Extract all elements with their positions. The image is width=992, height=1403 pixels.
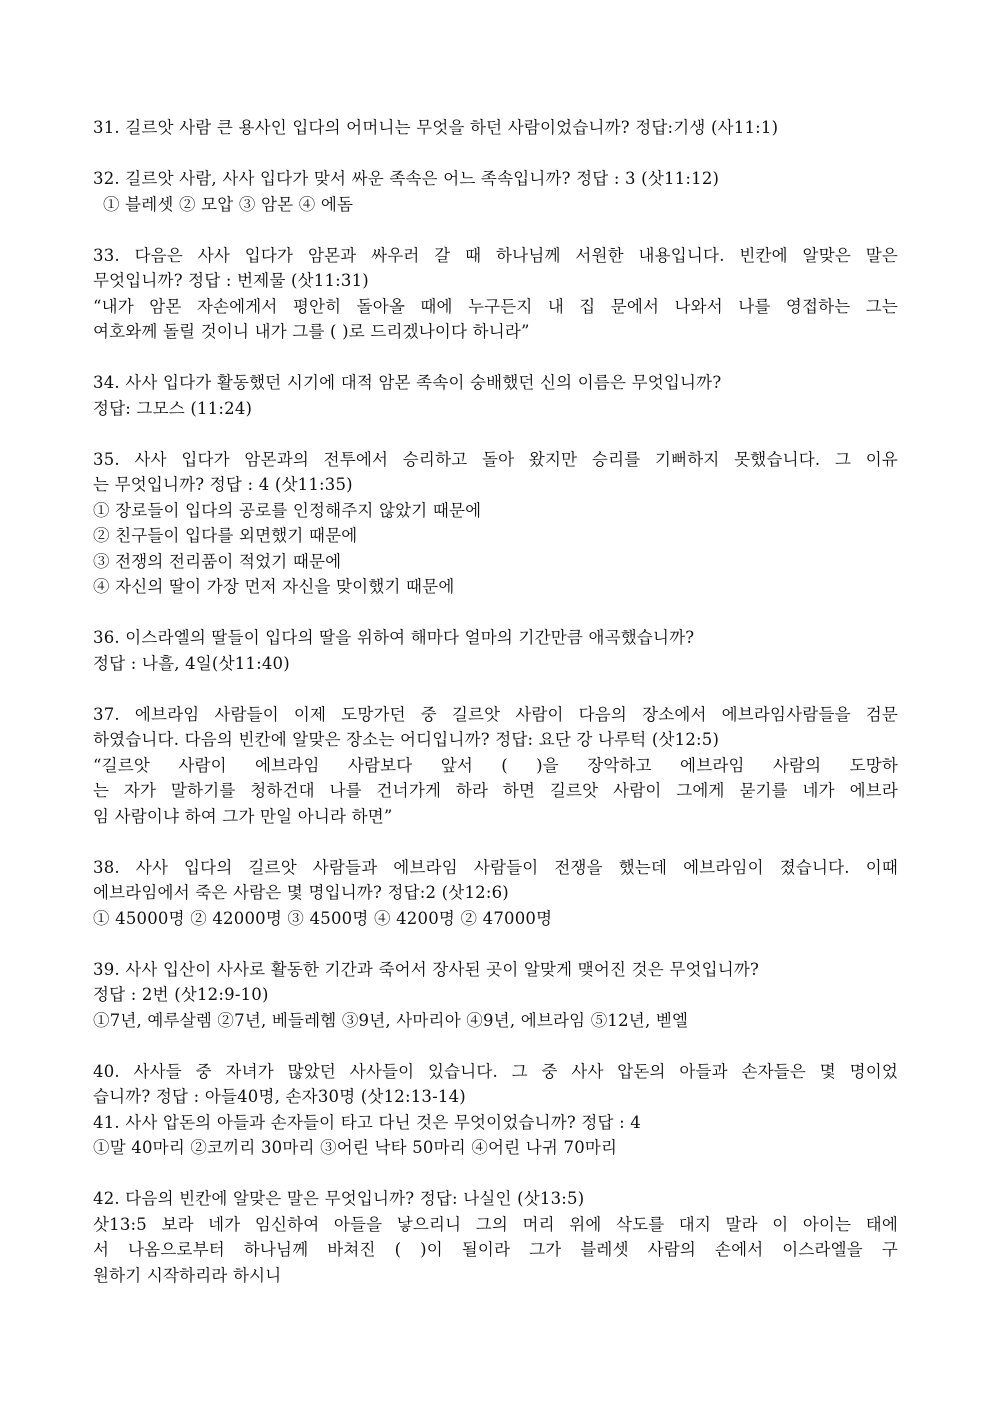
question-text: 33. 다음은 사사 입다가 암몬과 싸우러 갈 때 하나님께 서원한 내용입니다. 빈칸에 알맞은 말은 — [93, 245, 898, 265]
quote-text: “길르앗 사람이 에브라임 사람보다 앞서 ( )을 장악하고 에브라임 사람의 도망하 — [93, 755, 898, 775]
question-answer: 정답: 그모스 (11:24) — [93, 398, 253, 418]
answer-option: ① 장로들이 입다의 공로를 인정해주지 않았기 때문에 — [93, 500, 482, 520]
question-text: 41. 사사 압돈의 아들과 손자들이 타고 다닌 것은 무엇이었습니까? 정답 : 4 — [93, 1112, 641, 1132]
question-answer: 하였습니다. 다음의 빈칸에 알맞은 장소는 어디입니까? 정답: 요단 강 나루턱 (삿12:5) — [93, 730, 720, 749]
question-38 — [93, 855, 898, 932]
quote-text: 삿13:5 보라 네가 임신하여 아들을 낳으리니 그의 머리 위에 삭도를 대지 말라 이 아이는 태에 — [93, 1214, 898, 1234]
answer-options: ①7년, 예루살렘 ②7년, 베들레헴 ③9년, 사마리아 ④9년, 에브라임 ⑤12년, 벧엘 — [93, 1010, 689, 1030]
question-text: 39. 사사 입산이 사사로 활동한 기간과 죽어서 장사된 곳이 알맞게 맺어진 것은 무엇입니까? — [93, 959, 760, 979]
question-answer: 정답 : 나흘, 4일(삿11:40) — [93, 653, 290, 673]
quote-text: 임 사람이냐 하여 그가 만일 아니라 하면” — [93, 806, 393, 826]
question-text: 37. 에브라임 사람들이 이제 도망가던 중 길르앗 사람이 다음의 장소에서 에브라임사람들을 검문 — [93, 704, 898, 724]
answer-options: ① 블레셋 ② 모압 ③ 암몬 ④ 에돔 — [103, 194, 354, 214]
question-40 — [93, 1059, 898, 1110]
question-text: 42. 다음의 빈칸에 알맞은 말은 무엇입니까? 정답: 나실인 (삿13:5) — [93, 1189, 585, 1208]
question-text: 38. 사사 입다의 길르앗 사람들과 에브라임 사람들이 전쟁을 했는데 에브라임이 졌습니다. 이때 — [93, 857, 898, 877]
quiz-content — [93, 115, 898, 1288]
question-text: 31. 길르앗 사람 큰 용사인 입다의 어머니는 무엇을 하던 사람이었습니까? 정답:기생 (사11:1) — [93, 118, 779, 137]
question-36 — [93, 625, 898, 676]
question-text: 32. 길르앗 사람, 사사 입다가 맞서 싸운 족속은 어느 족속입니까? 정답 : 3 (삿11:12) — [93, 169, 720, 188]
question-answer: 는 무엇입니까? 정답 : 4 (삿11:35) — [93, 475, 353, 494]
question-37 — [93, 702, 898, 830]
quote-text: “내가 암몬 자손에게서 평안히 돌아올 때에 누구든지 내 집 문에서 나와서 나를 영접하는 그는 — [93, 296, 898, 316]
question-31 — [93, 115, 898, 141]
question-text: 36. 이스라엘의 딸들이 입다의 딸을 위하여 해마다 얼마의 기간만큼 애곡했습니까? — [93, 628, 695, 647]
question-text: 34. 사사 입다가 활동했던 시기에 대적 암몬 족속이 숭배했던 신의 이름은 무엇입니까? — [93, 373, 722, 392]
answer-option: ④ 자신의 딸이 가장 먼저 자신을 맞이했기 때문에 — [93, 577, 455, 596]
question-39 — [93, 957, 898, 1034]
quote-text: 는 자가 말하기를 청하건대 나를 건너가게 하라 하면 길르앗 사람이 그에게 묻기를 네가 에브라 — [93, 781, 898, 800]
answer-option: ② 친구들이 입다를 외면했기 때문에 — [93, 526, 358, 545]
answer-option: ③ 전쟁의 전리품이 적었기 때문에 — [93, 551, 342, 571]
question-text: 40. 사사들 중 자녀가 많았던 사사들이 있습니다. 그 중 사사 압돈의 아들과 손자들은 몇 명이었 — [93, 1061, 898, 1081]
question-35 — [93, 447, 898, 600]
answer-options: ①말 40마리 ②코끼리 30마리 ③어린 낙타 50마리 ④어린 나귀 70마리 — [93, 1138, 618, 1157]
question-32 — [93, 166, 898, 217]
quote-text: 여호와께 돌릴 것이니 내가 그를 ( )로 드리겠나이다 하니라” — [93, 322, 530, 341]
question-34 — [93, 370, 898, 421]
question-answer: 정답 : 2번 (삿12:9-10) — [93, 985, 269, 1004]
question-41 — [93, 1110, 898, 1161]
quote-text: 원하기 시작하리라 하시니 — [93, 1265, 282, 1285]
question-33 — [93, 243, 898, 345]
question-42 — [93, 1186, 898, 1288]
answer-options: ① 45000명 ② 42000명 ③ 4500명 ④ 4200명 ② 47000명 — [93, 908, 553, 928]
quote-text: 서 나옴으로부터 하나님께 바쳐진 ( )이 될이라 그가 블레셋 사람의 손에서 이스라엘을 구 — [93, 1240, 898, 1259]
question-answer: 에브라임에서 죽은 사람은 몇 명입니까? 정답:2 (삿12:6) — [93, 883, 509, 902]
question-answer: 습니까? 정답 : 아들40명, 손자30명 (삿12:13-14) — [93, 1087, 466, 1106]
question-answer: 무엇입니까? 정답 : 번제물 (삿11:31) — [93, 271, 369, 290]
question-text: 35. 사사 입다가 암몬과의 전투에서 승리하고 돌아 왔지만 승리를 기뻐하지 못했습니다. 그 이유 — [93, 449, 898, 469]
